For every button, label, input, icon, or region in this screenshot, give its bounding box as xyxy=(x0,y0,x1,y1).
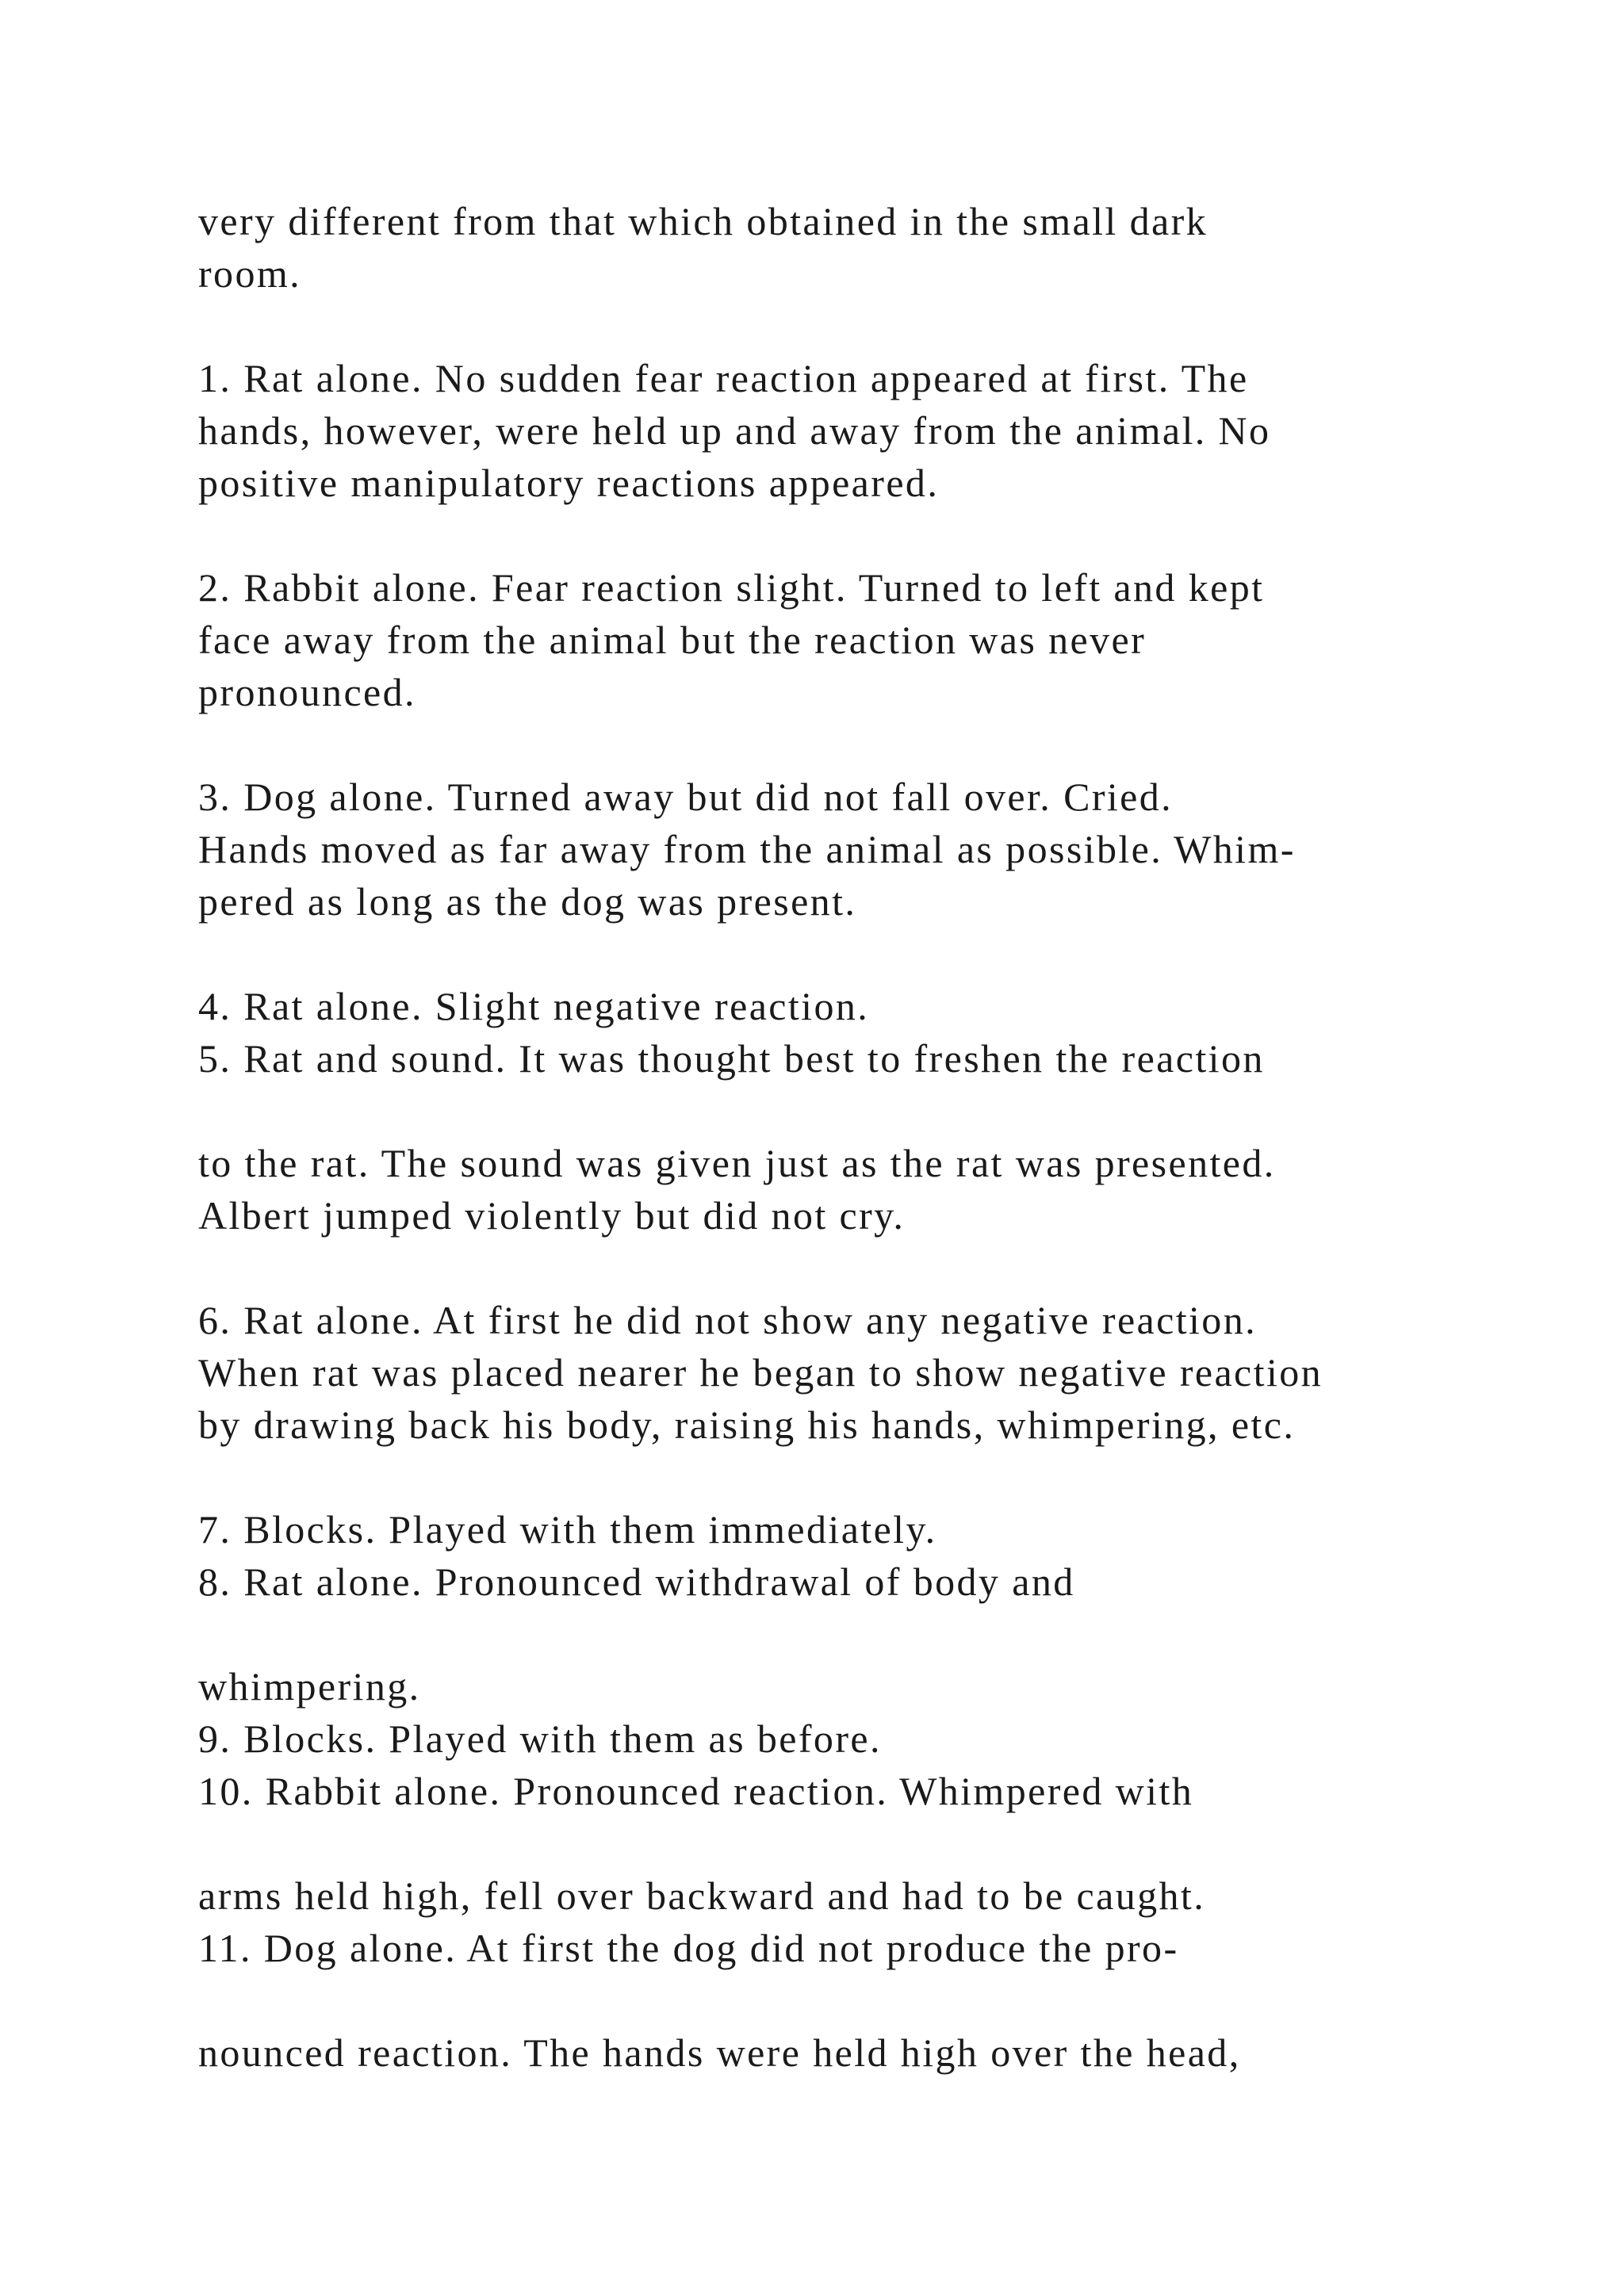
text-line: When rat was placed nearer he began to show negative reaction xyxy=(198,1350,1323,1395)
text-line: 4. Rat alone. Slight negative reaction. xyxy=(198,984,870,1028)
blank-line xyxy=(198,1451,1546,1503)
text-line: 10. Rabbit alone. Pronounced reaction. Whimpered with xyxy=(198,1769,1194,1813)
text-line: whimpering. xyxy=(198,1664,421,1709)
text-line: positive manipulatory reactions appeared. xyxy=(198,461,940,505)
text-line: 7. Blocks. Played with them immediately. xyxy=(198,1507,937,1552)
blank-line xyxy=(198,1085,1546,1137)
text-line: Albert jumped violently but did not cry. xyxy=(198,1193,906,1238)
text-line: 5. Rat and sound. It was thought best to freshen the reaction xyxy=(198,1036,1265,1081)
text-line: pronounced. xyxy=(198,670,416,714)
text-line: 3. Dog alone. Turned away but did not fall over. Cried. xyxy=(198,775,1174,819)
text-line: very different from that which obtained in the small dark xyxy=(198,199,1208,243)
text-line: by drawing back his body, raising his hands, whimpering, etc. xyxy=(198,1402,1296,1447)
text-line: nounced reaction. The hands were held high over the head, xyxy=(198,2030,1241,2075)
blank-line xyxy=(198,1608,1546,1660)
text-line: 11. Dog alone. At first the dog did not produce the pro- xyxy=(198,1926,1179,1970)
text-line: 2. Rabbit alone. Fear reaction slight. Turned to left and kept xyxy=(198,565,1265,610)
document-body xyxy=(198,195,1546,2079)
text-line: pered as long as the dog was present. xyxy=(198,879,857,924)
text-line: Hands moved as far away from the animal as possible. Whim- xyxy=(198,827,1296,871)
text-line: room. xyxy=(198,251,302,296)
text-line: arms held high, fell over backward and had to be caught. xyxy=(198,1873,1206,1918)
blank-line xyxy=(198,1817,1546,1869)
text-line: face away from the animal but the reaction was never xyxy=(198,618,1147,662)
text-line: to the rat. The sound was given just as the rat was presented. xyxy=(198,1141,1276,1185)
blank-line xyxy=(198,509,1546,561)
blank-line xyxy=(198,718,1546,771)
blank-line xyxy=(198,300,1546,352)
blank-line xyxy=(198,928,1546,980)
blank-line xyxy=(198,1974,1546,2026)
text-line: 6. Rat alone. At first he did not show any negative reaction. xyxy=(198,1298,1257,1342)
text-line: hands, however, were held up and away from the animal. No xyxy=(198,408,1271,453)
text-line: 1. Rat alone. No sudden fear reaction appeared at first. The xyxy=(198,356,1249,400)
blank-line xyxy=(198,1242,1546,1294)
text-line: 9. Blocks. Played with them as before. xyxy=(198,1716,882,1761)
text-line: 8. Rat alone. Pronounced withdrawal of body and xyxy=(198,1559,1075,1604)
